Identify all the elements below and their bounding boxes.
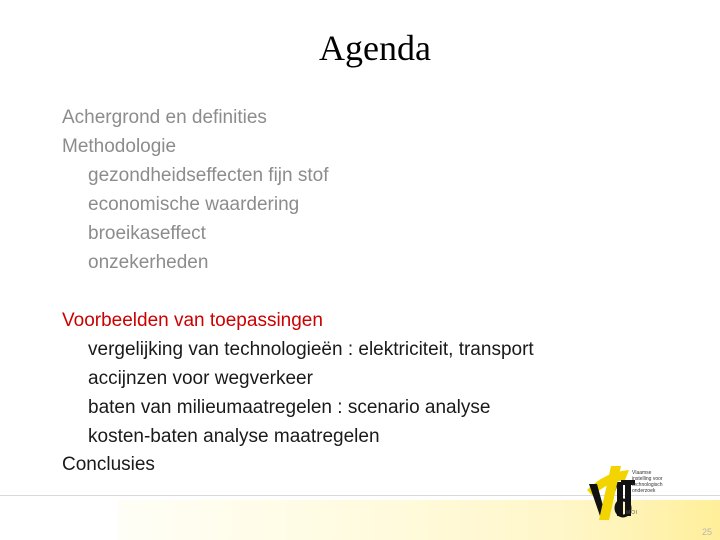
logo-subtext: MOI <box>626 510 639 516</box>
agenda-item-background: Achergrond en definities <box>62 107 267 128</box>
logo-tagline-line: Vlaamse <box>632 470 652 476</box>
agenda-item-applications: Voorbeelden van toepassingen <box>62 310 323 331</box>
agenda-subitem-technology-comparison: vergelijking van technologieën : elektriciteit, transport <box>88 339 534 360</box>
agenda-subitem-uncertainties: onzekerheden <box>88 252 209 273</box>
page-number: 25 <box>701 527 712 537</box>
agenda-subitem-excise-duties: accijnzen voor wegverkeer <box>88 368 313 389</box>
agenda-subitem-economic-valuation: economische waardering <box>88 194 300 215</box>
agenda-item-conclusions: Conclusies <box>62 454 155 475</box>
agenda-subitem-cost-benefit: kosten-baten analyse maatregelen <box>88 426 380 447</box>
agenda-subitem-environmental-benefits: baten van milieumaatregelen : scenario analyse <box>88 397 491 418</box>
logo-tagline <box>632 470 676 494</box>
slide-title: Agenda <box>319 28 431 68</box>
logo-tagline-line: technologisch <box>632 482 663 488</box>
logo-tagline-line: instelling voor <box>632 476 663 482</box>
agenda-subitem-health-effects: gezondheidseffecten fijn stof <box>88 165 329 186</box>
agenda-item-methodology: Methodologie <box>62 136 177 157</box>
logo-tagline-line: onderzoek <box>632 488 656 494</box>
agenda-subitem-greenhouse-effect: broeikaseffect <box>88 223 206 244</box>
